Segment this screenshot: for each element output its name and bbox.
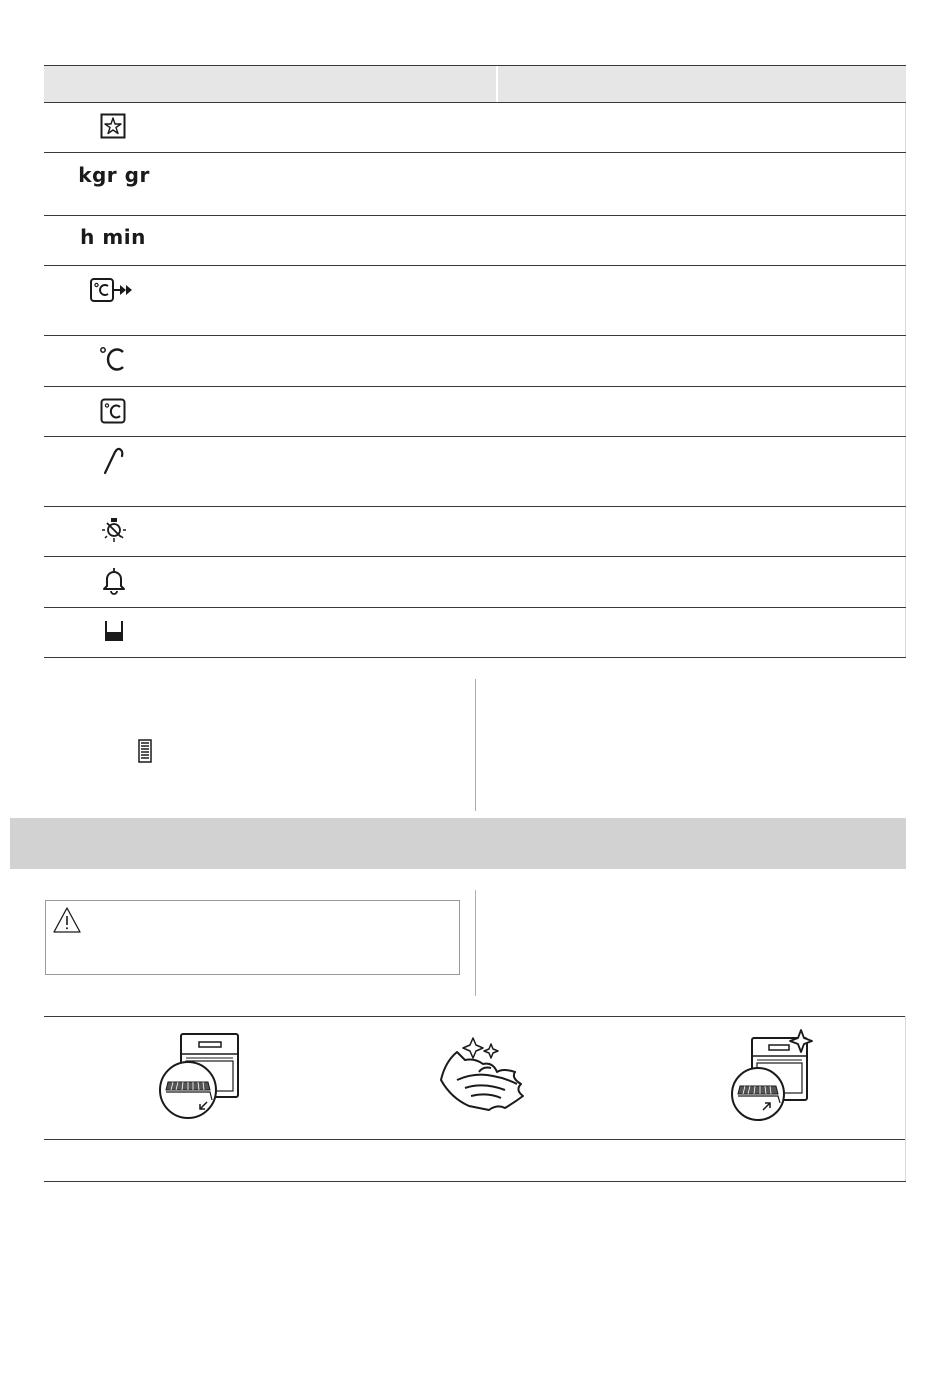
row-divider	[44, 386, 906, 387]
row-divider	[44, 506, 906, 507]
row-divider	[44, 335, 906, 336]
column-separator	[475, 890, 476, 996]
section-heading-bar	[10, 818, 906, 869]
insert-shelf-icon	[725, 1028, 819, 1124]
water-tank-icon	[100, 617, 128, 645]
row-divider	[44, 556, 906, 557]
heat-up-indicator-bar-icon	[136, 738, 154, 764]
row-divider	[44, 607, 906, 608]
warning-triangle-icon	[52, 906, 82, 934]
row-divider	[44, 215, 906, 216]
table-header	[44, 65, 906, 102]
table-right-edge	[905, 102, 906, 658]
fast-heat-up-icon	[88, 276, 138, 304]
core-temperature-sensor-icon	[100, 444, 128, 476]
remove-shelf-icon	[155, 1030, 245, 1122]
row-divider	[44, 657, 906, 658]
time-units-label: h min	[80, 225, 146, 249]
lamp-off-icon	[99, 515, 129, 545]
minute-minder-bell-icon	[99, 566, 129, 596]
temperature-box-icon	[98, 396, 128, 426]
row-divider	[44, 436, 906, 437]
favourite-star-icon	[98, 111, 128, 141]
row-divider	[44, 152, 906, 153]
row-divider	[44, 265, 906, 266]
table-header-separator	[496, 66, 498, 102]
table-right-edge	[905, 1016, 906, 1181]
illustrations-divider	[44, 1139, 906, 1140]
row-divider	[44, 102, 906, 103]
warning-box	[45, 900, 460, 975]
temperature-icon	[98, 344, 128, 374]
illustrations-bottom-border	[44, 1181, 906, 1182]
weight-units-label: kgr gr	[78, 163, 150, 187]
illustrations-top-border	[44, 1016, 906, 1017]
column-separator	[475, 679, 476, 811]
clean-by-hand-icon	[435, 1032, 533, 1116]
